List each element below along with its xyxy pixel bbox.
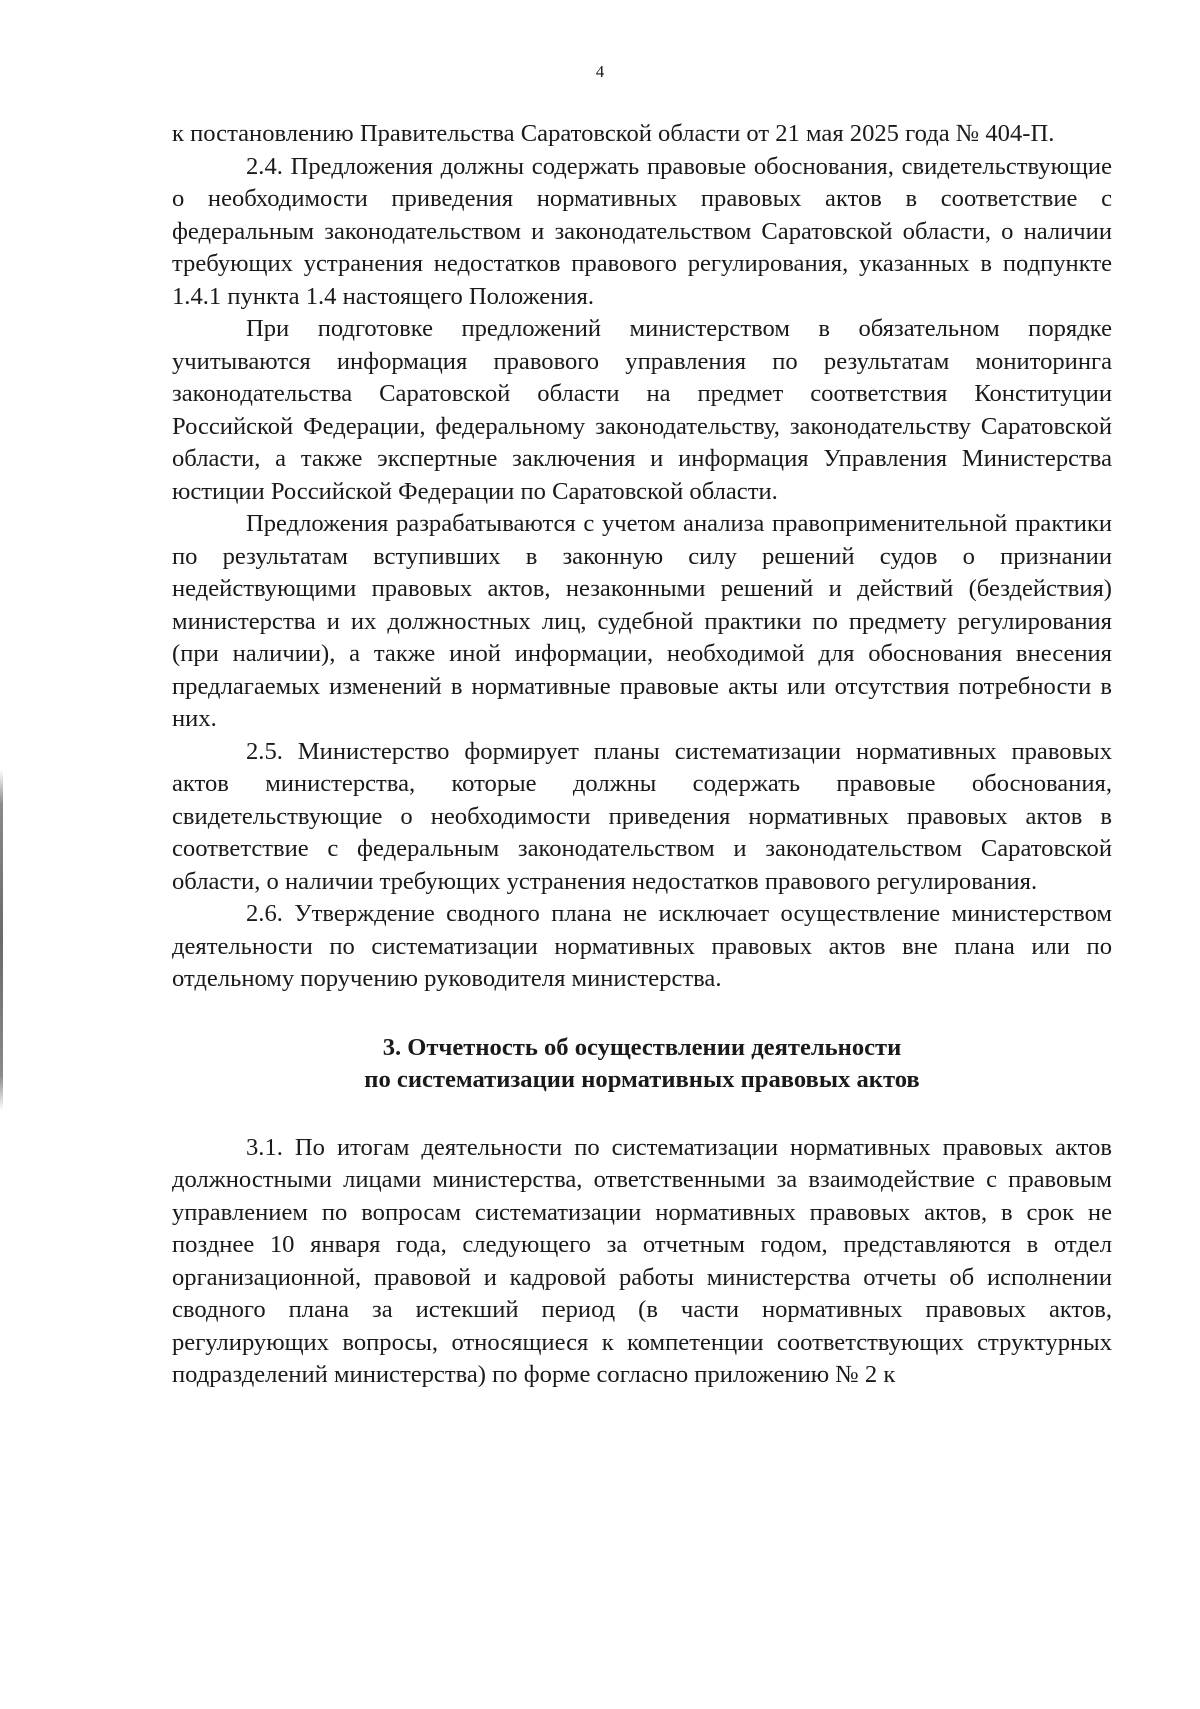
- section-3-heading: [172, 1032, 1112, 1097]
- paragraph-2-6: 2.6. Утверждение сводного плана не исключает осуществление министерством деятельности по систематизации нормативных правовых актов вне плана или по отдельному поручению руководителя министерства.: [172, 900, 1112, 992]
- scan-edge-artifact: [0, 770, 3, 1110]
- paragraph-continuation: к постановлению Правительства Саратовской области от 21 мая 2025 года № 404-П.: [172, 120, 1055, 147]
- paragraph-3-1: 3.1. По итогам деятельности по систематизации нормативных правовых актов должностными лицами министерства, ответственными за взаимодействие с правовым управлением по вопросам систематизации нормативных правовых актов, в срок не позднее 10 января года, следующего за отчетным годом, представляются в отдел организационной, правовой и кадровой работы министерства отчеты об исполнении сводного плана за истекший период (в части нормативных правовых актов, регулирующих вопросы, относящиеся к компетенции соответствующих структурных подразделений министерства) по форме согласно приложению № 2 к: [172, 1133, 1112, 1388]
- page-number: 4: [595, 62, 605, 81]
- paragraph-preparation: При подготовке предложений министерством в обязательном порядке учитываются информация правового управления по результатам мониторинга законодательства Саратовской области на предмет соответствия Конституции Российской Федерации, федеральному законодательству, законодательству Саратовской области, а также экспертные заключения и информация Управления Министерства юстиции Российской Федерации по Саратовской области.: [172, 315, 1112, 505]
- document-body: [172, 118, 1112, 1392]
- section-3-title-line2: по систематизации нормативных правовых актов: [364, 1066, 920, 1093]
- paragraph-2-4: 2.4. Предложения должны содержать правовые обоснования, свидетельствующие о необходимости приведения нормативных правовых актов в соответствие с федеральным законодательством и законодательством Саратовской области, о наличии требующих устранения недостатков правового регулирования, указанных в подпункте 1.4.1 пункта 1.4 настоящего Положения.: [172, 152, 1112, 310]
- section-3-title-line1: 3. Отчетность об осуществлении деятельности: [382, 1033, 902, 1061]
- paragraph-2-5: 2.5. Министерство формирует планы систематизации нормативных правовых актов министерства, которые должны содержать правовые обоснования, свидетельствующие о необходимости приведения нормативных правовых актов в соответствие с федеральным законодательством и законодательством Саратовской области, о наличии требующих устранения недостатков правового регулирования.: [172, 737, 1112, 895]
- paragraph-development: Предложения разрабатываются с учетом анализа правоприменительной практики по результатам вступивших в законную силу решений судов о признании недействующими правовых актов, незаконными решений и действий (бездействия) министерства и их должностных лиц, судебной практики по предмету регулирования (при наличии), а также иной информации, необходимой для обоснования внесения предлагаемых изменений в нормативные правовые акты или отсутствия потребности в них.: [172, 510, 1112, 732]
